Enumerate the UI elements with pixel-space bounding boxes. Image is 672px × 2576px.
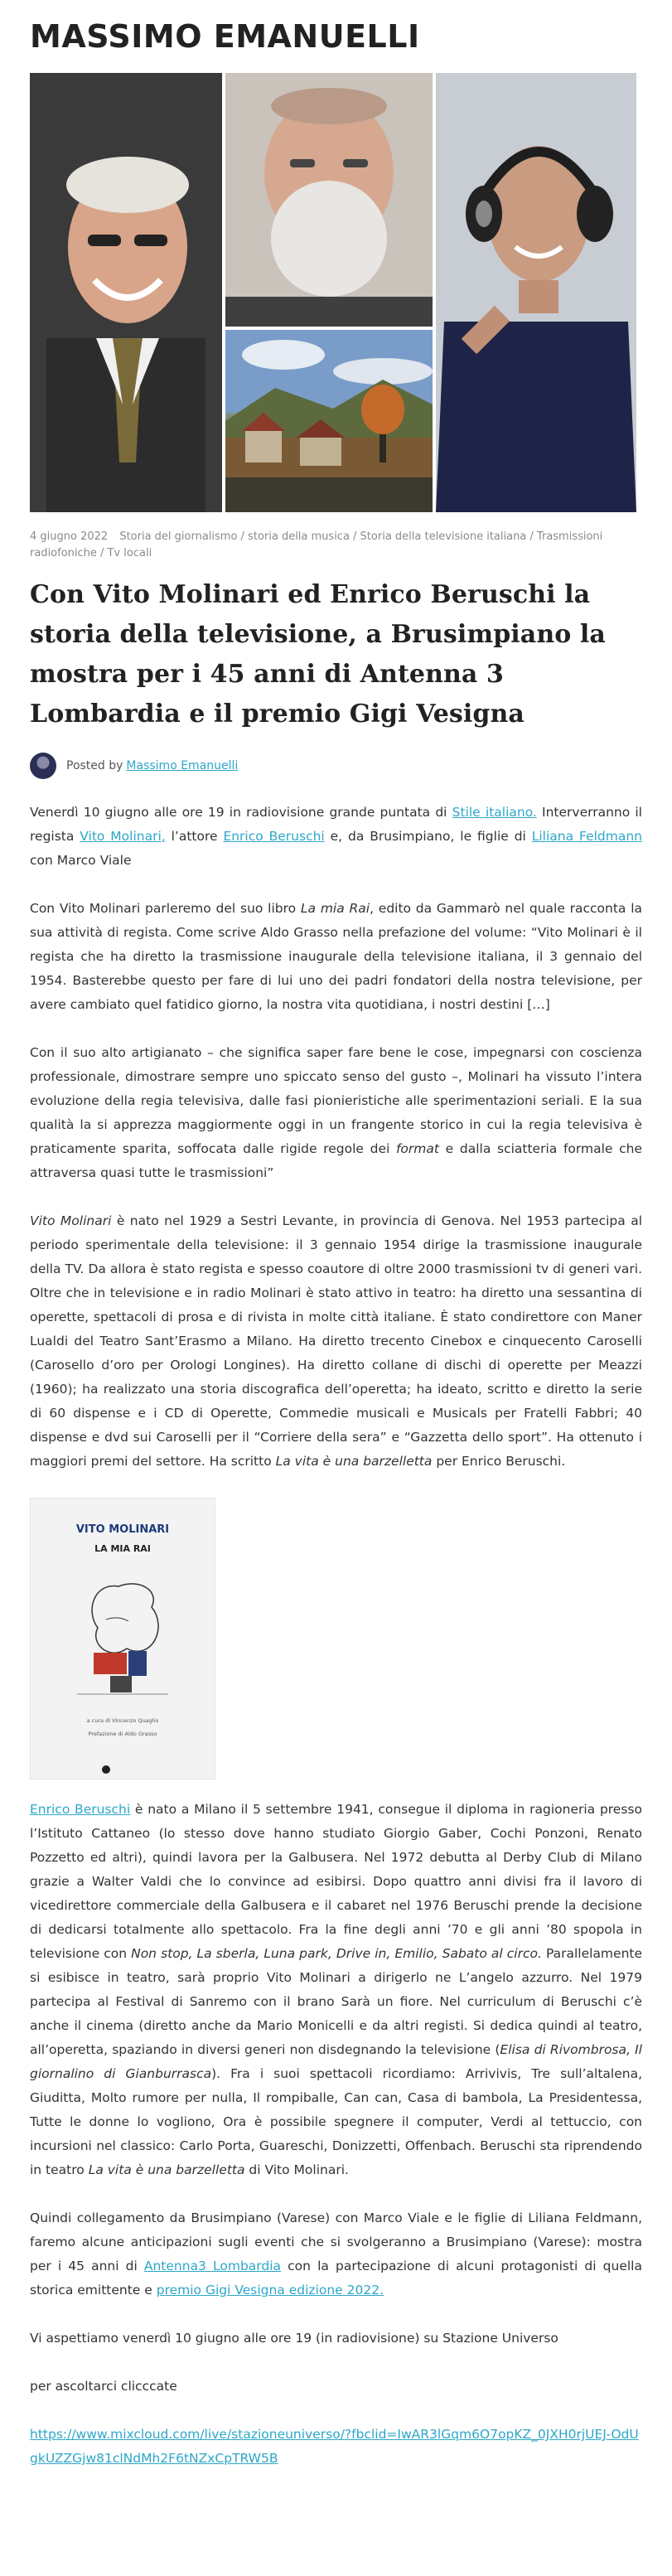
book-cover-editor: a cura di Vincenzo Quaglio [86, 1717, 159, 1724]
author-avatar[interactable] [30, 753, 56, 779]
text: e dalla sciatteria formale che attraversa quasi tutte le trasmissioni” [30, 1141, 642, 1180]
book-title-text: La mia Rai [300, 901, 370, 916]
text: Interverranno il regista [30, 805, 642, 844]
text: Venerdì 10 giugno alle ore 19 in radiovisione grande puntata di [30, 805, 452, 820]
photo-bearded-man [225, 73, 433, 327]
text: ). Fra i suoi spettacoli ricordiamo: Arrivivis, Tre sull’altalena, Giuditta, Molto rumore per nulla, Il rompiballe, Can can, Casa di bambola, La Presidentessa, Tutte le donne lo vogliono, Ora è possibile spegnere il computer, Verdi al tettuccio, con incursioni nel classico: Carlo Porta, Guareschi, Donizzetti, Offenbach. Beruschi sta riprendendo in teatro [30, 2066, 642, 2177]
text: è nato nel 1929 a Sestri Levante, in provincia di Genova. Nel 1953 partecipa al periodo sperimentale della televisione: il 3 gennaio 1954 dirige la trasmissione inaugurale della TV. Da allora è stato regista e spesso coautore di oltre 2000 trasmissioni tv di generi vari. Oltre che in televisione e in radio Molinari è stato attivo in teatro: ha diretto una sessantina di operette, spettacoli di prosa e di rivista in molte città italiane. È stato condirettore con Maner Lualdi del Teatro Sant’Erasmo a Milano. Ha diretto trecento Cinebox e cinquecento Caroselli (Carosello d’oro per Orologi Longines). Ha diretto collane di dischi di operette per Meazzi (1960); ha realizzato una storia discografica dell’operetta; ha ideato, scritto e diretto la serie di 60 dispense e i CD di Operette, Commedie musicali e Musicals per Fratelli Fabbri; 40 dispense e dvd sui Caroselli per il “Corriere della sera” e “Gazzetta dello sport”. Ha ottenuto i maggiori premi del settore. Ha scritto [30, 1213, 643, 1469]
paragraph-mixcloud [30, 2423, 642, 2471]
link-stile-italiano[interactable]: Stile italiano. [452, 805, 537, 820]
text: con Marco Viale [30, 853, 132, 868]
link-enrico-beruschi[interactable]: Enrico Beruschi [223, 829, 325, 844]
link-premio-gigi-vesigna[interactable]: premio Gigi Vesigna edizione 2022. [156, 2283, 384, 2298]
link-enrico-beruschi-bio[interactable]: Enrico Beruschi [30, 1802, 131, 1817]
author-link[interactable]: Massimo Emanuelli [126, 759, 239, 772]
text: Con Vito Molinari parleremo del suo libro [30, 901, 301, 916]
text: per Enrico Beruschi. [432, 1454, 566, 1469]
book-cover-title: LA MIA RAI [94, 1543, 151, 1554]
photo-village-landscape [225, 330, 433, 512]
text: di Vito Molinari. [244, 2162, 349, 2177]
emphasis: Elisa di Rivombrosa, Il giornalino di Gianburrasca [30, 2042, 642, 2081]
text: e, da Brusimpiano, le figlie di [324, 829, 532, 844]
link-antenna3-lombardia[interactable]: Antenna3 Lombardia [143, 2259, 282, 2273]
emphasis: La vita è una barzelletta [88, 2162, 245, 2177]
paragraph-invite: Vi aspettiamo venerdì 10 giugno alle ore 19 (in radiovisione) su Stazione Universo [30, 2331, 558, 2346]
text: con la partecipazione di alcuni protagonisti di quella storica emittente e [30, 2259, 642, 2298]
post-content [30, 801, 642, 2471]
text: Con il suo alto artigianato – che significa saper fare bene le cose, impegnarsi con coscienza professionale, dimostrare sempre uno spiccato senso del gusto –, Molinari ha vissuto l’intera evoluzione della regia televisiva, dalle fasi pionieristiche alle sperimentazioni seriali. E la sua qualità la si apprezza maggiormente oggi in un frangente storico in cui la regia televisiva è praticamente sparita, soffocata dalle rigide regole dei [30, 1045, 642, 1156]
photo-elderly-man [30, 73, 222, 512]
post-date[interactable]: 4 giugno 2022 [30, 530, 109, 543]
post-title: Con Vito Molinari ed Enrico Beruschi la storia della televisione, a Brusimpiano la mostra per i 45 anni di Antenna 3 Lombardia e il premio Gigi Vesigna [30, 580, 606, 729]
text: , edito da Gammarò nel quale racconta la sua attività di regista. Come scrive Aldo Grasso nella prefazione del volume: “Vito Molinari è il regista che ha diretto la trasmissione inaugurale della televisione italiana, il 3 gennaio del 1954. Basterebbe questo per fare di lui uno dei padri fondatori della nostra televisione, per avere cambiato quel fatidico giorno, la nostra vita quotidiana, i nostri destini […] [30, 901, 643, 1012]
link-liliana-feldmann[interactable]: Liliana Feldmann [531, 829, 642, 844]
book-cover-image[interactable] [30, 1498, 215, 1779]
paragraph-quote [30, 1041, 642, 1185]
post-categories[interactable]: Storia del giornalismo / storia della musica / Storia della televisione italiana / Trasmissioni radiofoniche / Tv locali [30, 530, 603, 559]
emphasis: format [395, 1141, 439, 1156]
link-vito-molinari[interactable]: Vito Molinari, [80, 829, 166, 844]
book-cover-preface: Prefazione di Aldo Grasso [88, 1731, 157, 1737]
post-meta [30, 529, 642, 562]
paragraph-brusimpiano [30, 2206, 642, 2302]
featured-image-collage [30, 73, 636, 512]
paragraph-molinari-bio [30, 1209, 642, 1474]
paragraph-listen: per ascoltarci clicccate [30, 2379, 177, 2394]
emphasis: Non stop, La sberla, Luna park, Drive in, Emilio, Sabato al circo. [131, 1946, 542, 1961]
text: l’attore [165, 829, 224, 844]
byline-prefix: Posted by [66, 759, 123, 772]
book-cover-author: VITO MOLINARI [75, 1523, 170, 1536]
site-title[interactable]: MASSIMO EMANUELLI [30, 18, 420, 55]
link-mixcloud[interactable]: https://www.mixcloud.com/live/stazioneuniverso/?fbclid=IwAR3lGqm6O7opKZ_0JXH0rjUEJ-OdUgkUZZGjw81clNdMh2F6tNZxCpTRW5B [30, 2427, 639, 2466]
paragraph-book [30, 897, 642, 1017]
publisher-logo-icon [102, 1765, 110, 1774]
text: Quindi collegamento da Brusimpiano (Varese) con Marco Viale e le figlie di Liliana Feldmann, faremo alcune anticipazioni sugli eventi che si svolgeranno a Brusimpiano (Varese): mostra per i 45 anni di [30, 2210, 642, 2273]
paragraph-intro [30, 801, 642, 873]
photo-man-headphones [436, 73, 636, 512]
text: Parallelamente si esibisce in teatro, sarà proprio Vito Molinari a dirigerlo ne L’angelo azzurro. Nel 1979 partecipa al Festival di Sanremo con il brano Sarà un fiore. Nel curriculum di Beruschi c’è anche il cinema (diretto anche da Mario Monicelli e da altri registi. Si dedica quindi al teatro, all’operetta, spaziando in diversi generi non disdegnando la televisione ( [30, 1946, 643, 2057]
paragraph-beruschi-bio [30, 1798, 642, 2182]
book-illustration [60, 1570, 185, 1702]
emphasis: Vito Molinari [30, 1213, 112, 1228]
text: è nato a Milano il 5 settembre 1941, consegue il diploma in ragioneria presso l’Istituto Cattaneo (lo stesso dove hanno studiato Giorgio Gaber, Cochi Ponzoni, Renato Pozzetto ed altri), quindi lavora per la Galbusera. Nel 1972 debutta al Derby Club di Milano grazie a Walter Valdi che lo convince ad esibirsi. Dopo quattro anni divisi fra il lavoro di vicedirettore commerciale della Galbusera e il cabaret nel 1976 Beruschi prende la decisione di dedicarsi totalmente allo spettacolo. Fra la fine degli anni ’70 e gli anni ’80 spopola in televisione con [30, 1802, 642, 1961]
emphasis: La vita è una barzelletta [275, 1454, 433, 1469]
byline [30, 751, 642, 781]
